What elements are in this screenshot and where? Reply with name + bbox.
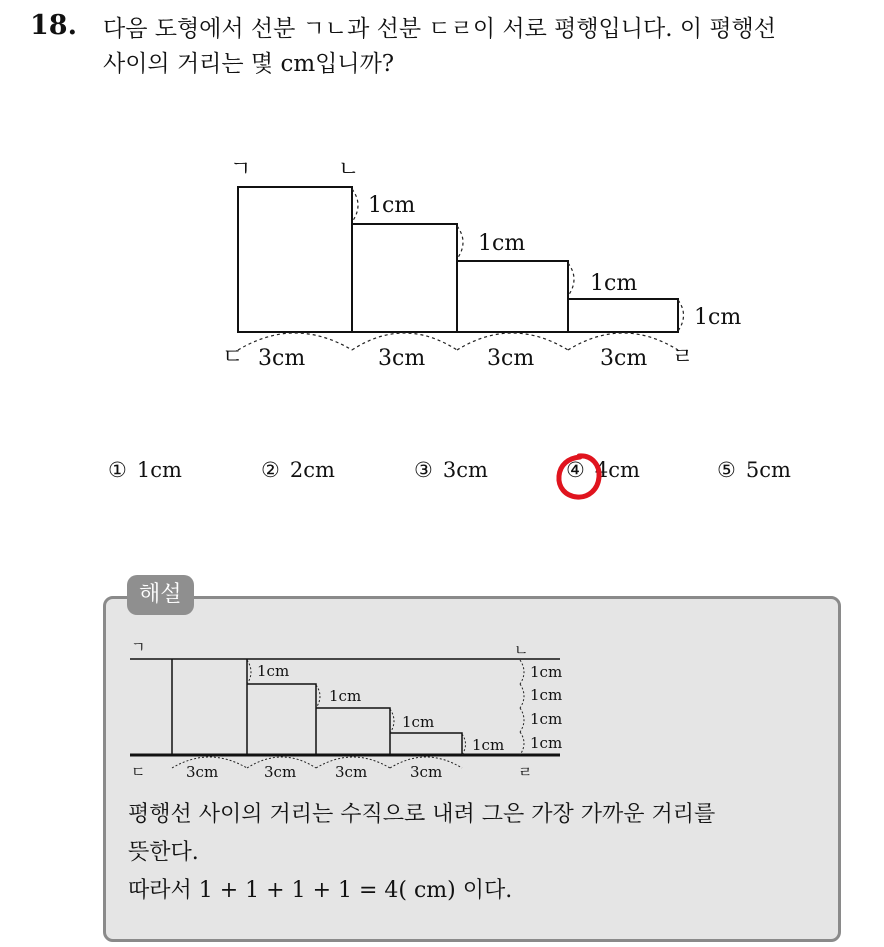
question-line-1: 다음 도형에서 선분 ㄱㄴ과 선분 ㄷㄹ이 서로 평행입니다. 이 평행선 (103, 16, 776, 42)
sol-step-height-4: 1cm (472, 736, 505, 754)
question-text (103, 12, 873, 82)
choice-1[interactable] (108, 458, 182, 482)
label-r: ㄹ (672, 345, 694, 370)
sol-label-g: ㄱ (131, 638, 146, 656)
sol-width-1: 3cm (186, 763, 219, 781)
choice-text: 1cm (136, 458, 182, 482)
solution-line-3: 따라서 1 + 1 + 1 + 1 = 4( cm) 이다. (128, 878, 513, 903)
choice-3[interactable] (414, 458, 488, 482)
width-label-2: 3cm (378, 346, 426, 371)
choice-5[interactable] (717, 458, 791, 482)
sol-right-height-3: 1cm (530, 710, 563, 728)
question-line-2: 사이의 거리는 몇 cm입니까? (103, 51, 395, 77)
choice-2[interactable] (261, 458, 335, 482)
width-label-1: 3cm (258, 346, 306, 371)
sol-width-3: 3cm (335, 763, 368, 781)
sol-right-height-4: 1cm (530, 734, 563, 752)
step-rect-4 (568, 299, 678, 332)
choice-text: 3cm (442, 458, 488, 482)
sol-width-4: 3cm (410, 763, 443, 781)
height-label-1: 1cm (368, 193, 416, 218)
choice-text: 2cm (289, 458, 335, 482)
sol-right-height-1: 1cm (530, 663, 563, 681)
solution-text (128, 796, 715, 910)
choice-mark: ⑤ (717, 458, 736, 482)
height-label-4: 1cm (694, 305, 742, 330)
choice-text: 4cm (594, 458, 640, 482)
step-rect-1 (238, 187, 352, 332)
label-n: ㄴ (338, 157, 360, 182)
height-label-3: 1cm (590, 271, 638, 296)
solution-line-1: 평행선 사이의 거리는 수직으로 내려 그은 가장 가까운 거리를 (128, 802, 716, 827)
sol-step-height-1: 1cm (257, 662, 290, 680)
label-d: ㄷ (222, 345, 244, 370)
sol-label-r: ㄹ (518, 763, 533, 781)
choice-mark: ③ (414, 458, 433, 482)
width-label-3: 3cm (487, 346, 535, 371)
sol-step-height-3: 1cm (402, 713, 435, 731)
solution-figure (0, 633, 884, 783)
selection-circle-icon (554, 452, 604, 502)
sol-width-2: 3cm (264, 763, 297, 781)
sol-label-n: ㄴ (514, 641, 529, 659)
label-g: ㄱ (230, 157, 252, 182)
step-rect-3 (457, 261, 568, 332)
solution-line-2: 뜻한다. (128, 840, 199, 865)
choice-mark: ① (108, 458, 127, 482)
sol-right-height-2: 1cm (530, 686, 563, 704)
question-number: 18. (30, 10, 77, 41)
sol-step-height-2: 1cm (329, 687, 362, 705)
width-label-4: 3cm (600, 346, 648, 371)
height-label-2: 1cm (478, 231, 526, 256)
sol-label-d: ㄷ (131, 763, 146, 781)
step-rect-2 (352, 224, 457, 332)
choice-mark: ② (261, 458, 280, 482)
solution-tag: 해설 (127, 575, 194, 615)
choice-text: 5cm (745, 458, 791, 482)
answer-choices (108, 458, 828, 498)
choice-mark: ④ (566, 458, 585, 482)
